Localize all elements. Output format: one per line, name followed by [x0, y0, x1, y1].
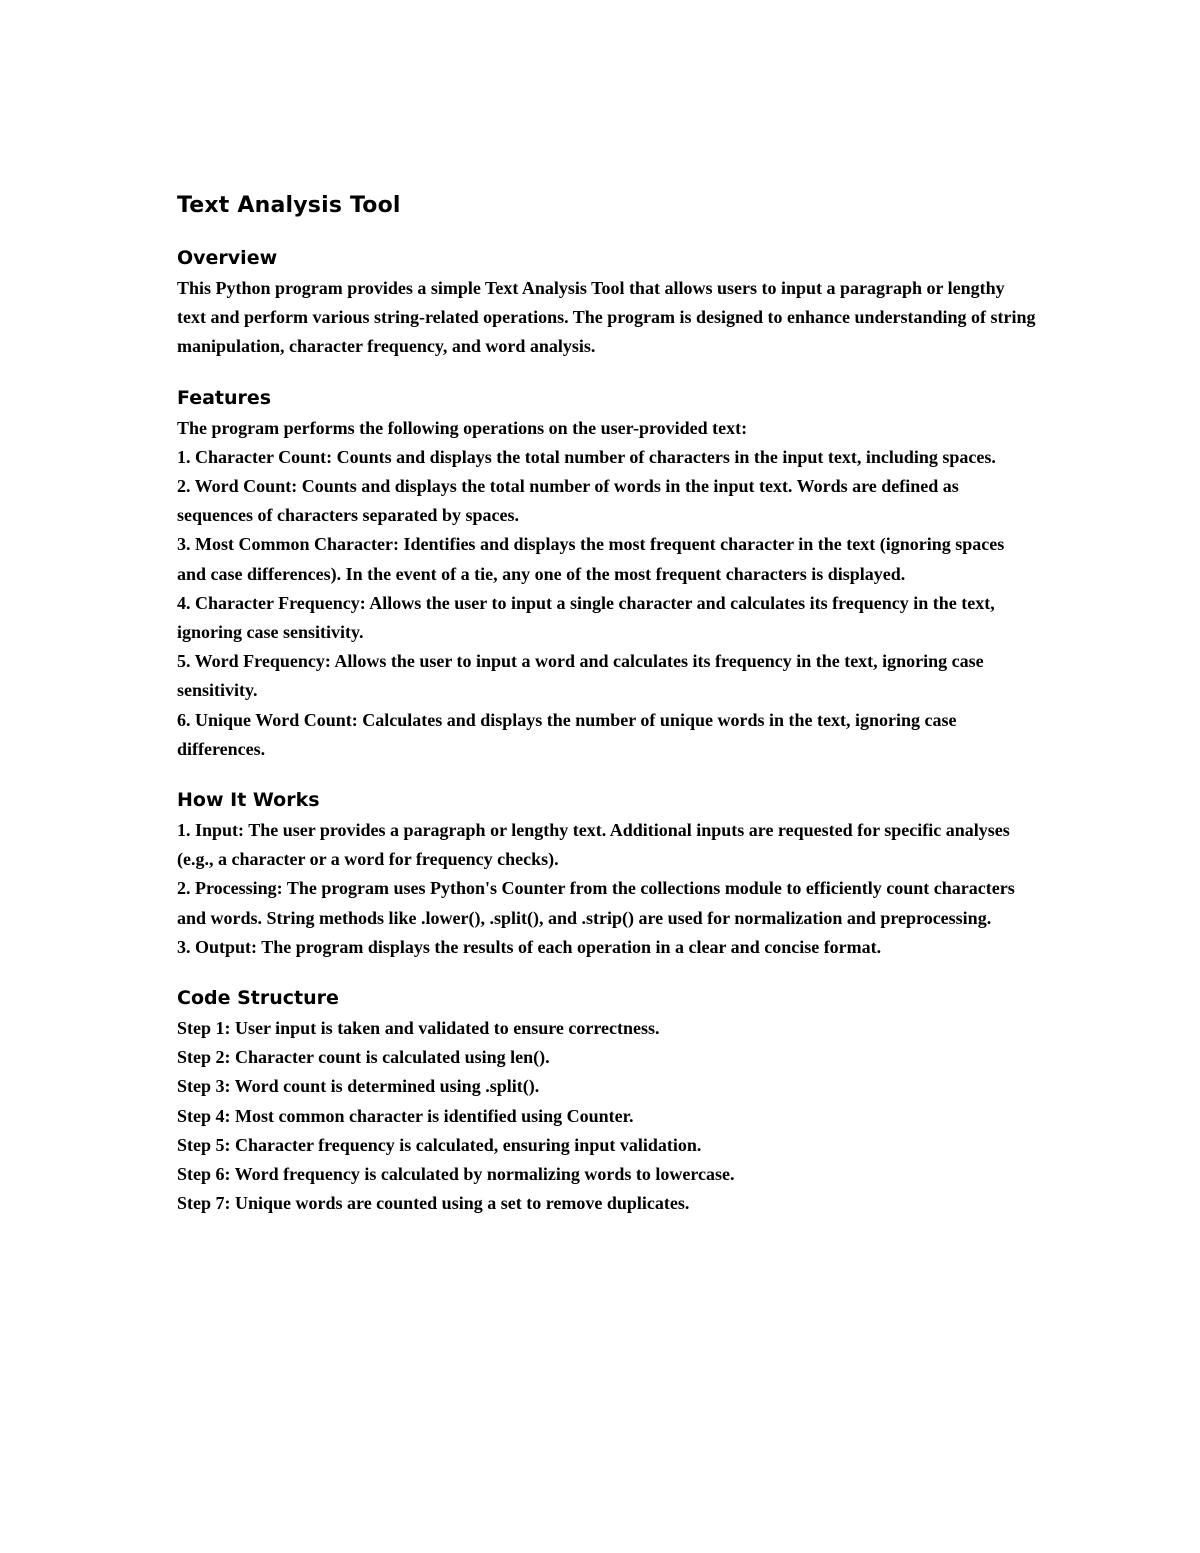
- features-section: [177, 384, 1037, 764]
- overview-section: [177, 244, 1037, 362]
- features-heading: Features: [177, 386, 272, 409]
- code-step: Step 1: User input is taken and validated to ensure correctness.: [177, 1018, 660, 1039]
- code-step: Step 5: Character frequency is calculated, ensuring input validation.: [177, 1134, 702, 1155]
- how-it-works-heading: How It Works: [177, 789, 320, 812]
- feature-item: 6. Unique Word Count: Calculates and displays the number of unique words in the text, ignoring case differences.: [177, 709, 957, 759]
- code-step: Step 4: Most common character is identified using Counter.: [177, 1105, 634, 1126]
- feature-item: 3. Most Common Character: Identifies and displays the most frequent character in the text (ignoring spaces and case differences). In the event of a tie, any one of the most frequent characters is displayed.: [177, 534, 1005, 584]
- overview-heading: Overview: [177, 247, 278, 269]
- how-it-works-section: [177, 786, 1037, 962]
- code-structure-section: [177, 984, 1037, 1218]
- document-title: Text Analysis Tool: [177, 193, 401, 218]
- code-step: Step 6: Word frequency is calculated by normalizing words to lowercase.: [177, 1164, 735, 1185]
- overview-paragraph: This Python program provides a simple Text Analysis Tool that allows users to input a paragraph or lengthy text and perform various string-related operations. The program is designed to enhance understanding of string manipulation, character frequency, and word analysis.: [177, 278, 1036, 357]
- code-step: Step 3: Word count is determined using .split().: [177, 1076, 540, 1097]
- feature-item: 1. Character Count: Counts and displays the total number of characters in the input text, including spaces.: [177, 446, 996, 467]
- code-step: Step 7: Unique words are counted using a set to remove duplicates.: [177, 1193, 690, 1214]
- how-it-works-item: 2. Processing: The program uses Python's Counter from the collections module to efficiently count characters and words. String methods like .lower(), .split(), and .strip() are used for normalization and preprocessing.: [177, 878, 1015, 928]
- how-it-works-item: 3. Output: The program displays the results of each operation in a clear and concise format.: [177, 936, 882, 957]
- code-step: Step 2: Character count is calculated using len().: [177, 1047, 550, 1068]
- how-it-works-item: 1. Input: The user provides a paragraph or lengthy text. Additional inputs are requested for specific analyses (e.g., a character or a word for frequency checks).: [177, 820, 1010, 870]
- code-structure-heading: Code Structure: [177, 987, 339, 1010]
- feature-item: 5. Word Frequency: Allows the user to input a word and calculates its frequency in the text, ignoring case sensitivity.: [177, 651, 984, 701]
- features-intro: The program performs the following operations on the user-provided text:: [177, 417, 748, 438]
- document-body: [177, 190, 1037, 1218]
- feature-item: 2. Word Count: Counts and displays the total number of words in the input text. Words are defined as sequences of characters separated by spaces.: [177, 476, 959, 526]
- feature-item: 4. Character Frequency: Allows the user to input a single character and calculates its frequency in the text, ignoring case sensitivity.: [177, 592, 995, 643]
